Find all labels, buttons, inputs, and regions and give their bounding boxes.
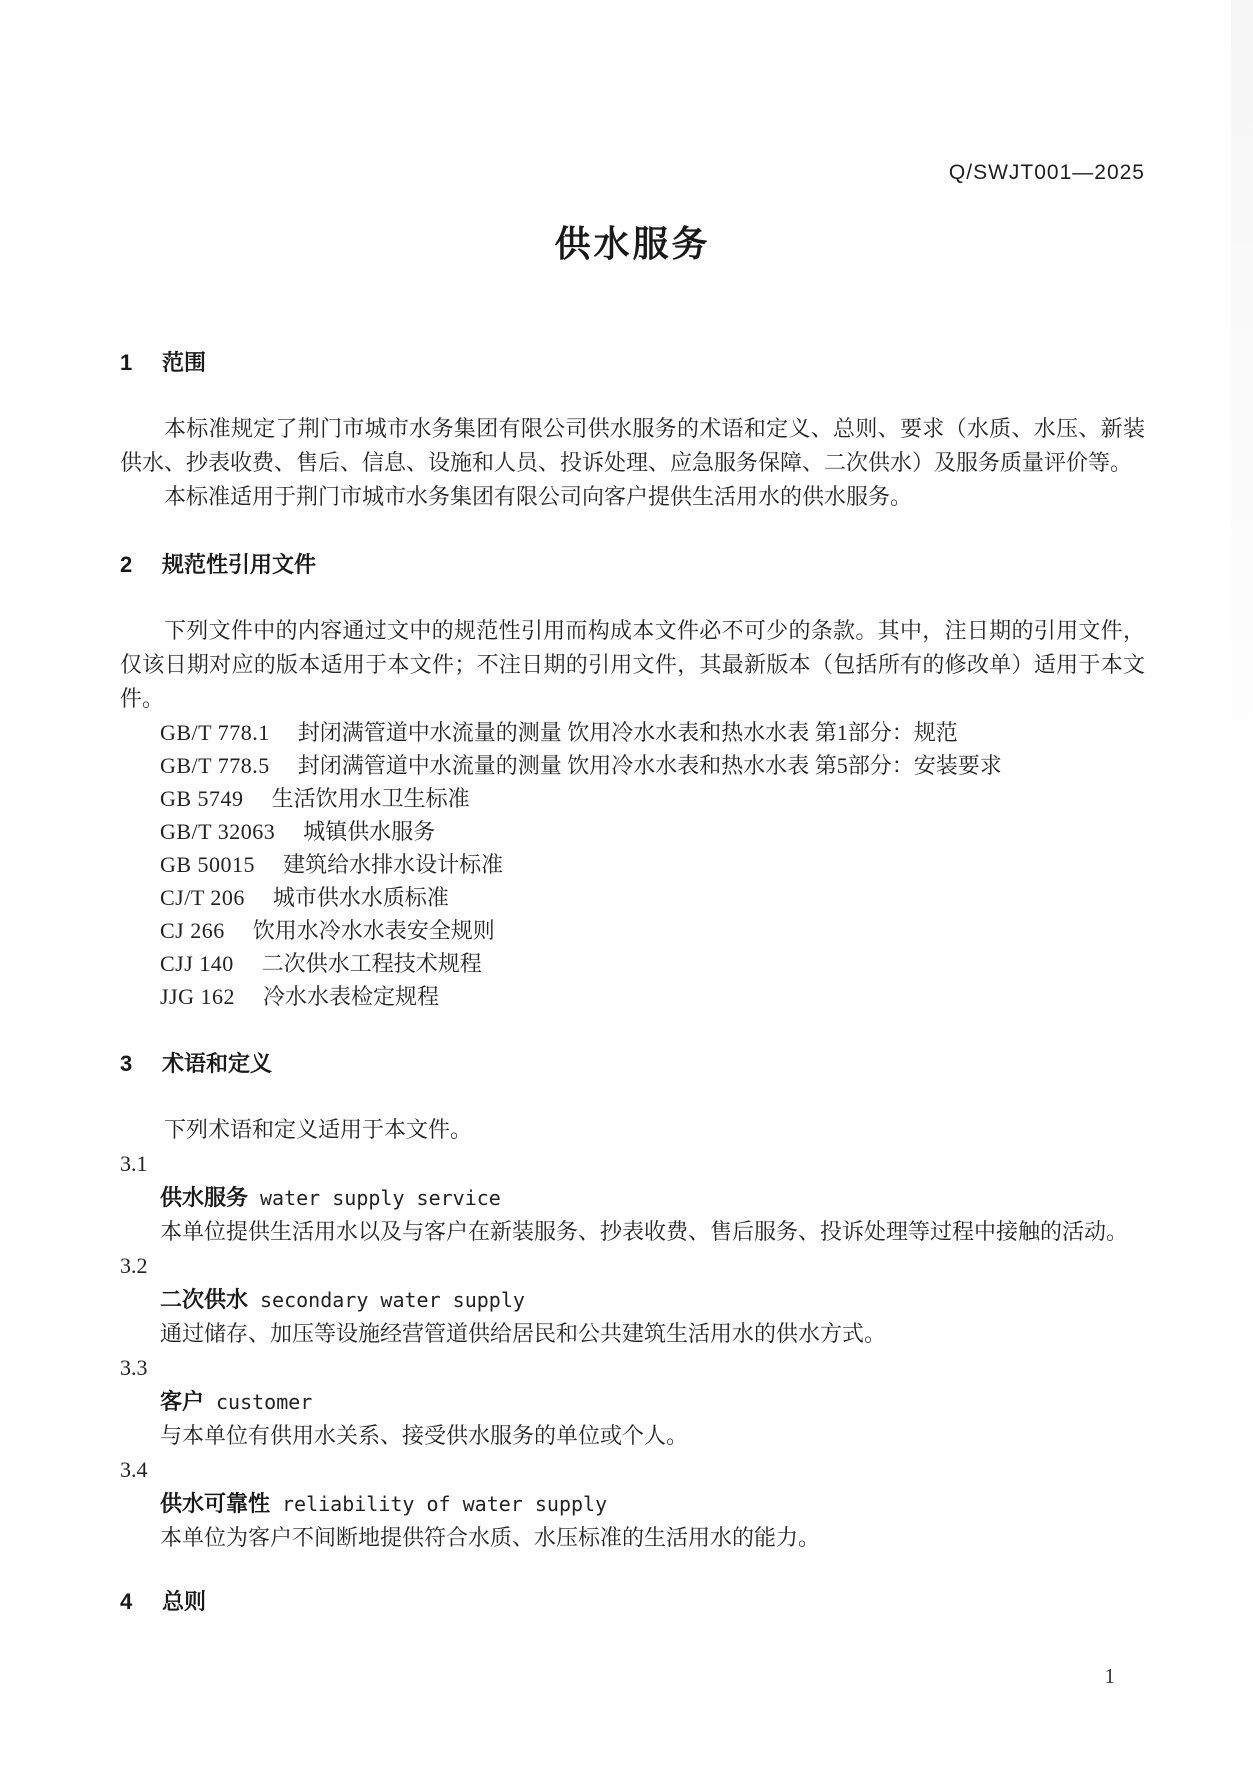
section-2-number: 2 xyxy=(120,552,133,577)
section-2-title: 规范性引用文件 xyxy=(162,552,317,577)
reference-item xyxy=(160,881,1145,914)
term-number: 3.3 xyxy=(120,1355,148,1380)
term-block xyxy=(120,1249,1145,1351)
term-title xyxy=(160,1181,1145,1215)
reference-code: JJG 162 xyxy=(160,984,236,1009)
term-title xyxy=(160,1385,1145,1419)
reference-title: 冷水水表检定规程 xyxy=(263,984,440,1009)
document-title: 供水服务 xyxy=(554,223,711,264)
reference-item xyxy=(160,815,1145,848)
section-1-heading xyxy=(120,348,1145,378)
term-number: 3.4 xyxy=(120,1457,148,1482)
terms-intro: 下列术语和定义适用于本文件。 xyxy=(164,1117,473,1142)
reference-title: 封闭满管道中水流量的测量 饮用冷水水表和热水水表 第1部分：规范 xyxy=(297,720,958,745)
section-4-title: 总则 xyxy=(162,1589,207,1614)
reference-title: 城市供水水质标准 xyxy=(272,885,449,910)
term-title xyxy=(160,1487,1145,1521)
normative-references-intro: 下列文件中的内容通过文中的规范性引用而构成本文件必不可少的条款。其中，注日期的引用文件，仅该日期对应的版本适用于本文件；不注日期的引用文件，其最新版本（包括所有的修改单）适用于本文件。 xyxy=(120,618,1145,711)
reference-title: 城镇供水服务 xyxy=(303,819,436,844)
reference-item xyxy=(160,782,1145,815)
reference-title: 二次供水工程技术规程 xyxy=(261,951,482,976)
page-number: 1 xyxy=(1104,1664,1115,1688)
term-definition: 本单位为客户不间断地提供符合水质、水压标准的生活用水的能力。 xyxy=(160,1525,821,1550)
scope-paragraph-2: 本标准适用于荆门市城市水务集团有限公司向客户提供生活用水的供水服务。 xyxy=(164,484,913,509)
reference-item xyxy=(160,848,1145,881)
term-en: reliability of water supply xyxy=(282,1492,608,1516)
reference-item xyxy=(160,947,1145,980)
term-definition: 通过储存、加压等设施经营管道供给居民和公共建筑生活用水的供水方式。 xyxy=(160,1321,887,1346)
reference-title: 封闭满管道中水流量的测量 饮用冷水水表和热水水表 第5部分：安装要求 xyxy=(297,753,1002,778)
scope-paragraph-1: 本标准规定了荆门市城市水务集团有限公司供水服务的术语和定义、总则、要求（水质、水压、新装供水、抄表收费、售后、信息、设施和人员、投诉处理、应急服务保障、二次供水）及服务质量评价等。 xyxy=(120,416,1145,475)
reference-code: CJJ 140 xyxy=(160,951,234,976)
standard-code: Q/SWJT001—2025 xyxy=(948,161,1145,184)
term-number: 3.1 xyxy=(120,1151,148,1176)
section-3-number: 3 xyxy=(120,1051,133,1076)
term-zh: 供水可靠性 xyxy=(160,1491,271,1516)
term-en: secondary water supply xyxy=(260,1288,525,1312)
term-en: water supply service xyxy=(260,1186,501,1210)
term-block xyxy=(120,1147,1145,1249)
term-number: 3.2 xyxy=(120,1253,148,1278)
term-title xyxy=(160,1283,1145,1317)
reference-item xyxy=(160,716,1145,749)
reference-code: GB 50015 xyxy=(160,852,256,877)
section-3-title: 术语和定义 xyxy=(162,1051,273,1076)
section-4-number: 4 xyxy=(120,1589,133,1614)
section-2-heading xyxy=(120,550,1145,580)
reference-code: GB/T 778.1 xyxy=(160,720,270,745)
reference-item xyxy=(160,749,1145,782)
term-zh: 供水服务 xyxy=(160,1185,249,1210)
term-zh: 客户 xyxy=(160,1389,205,1414)
reference-item xyxy=(160,980,1145,1013)
reference-code: GB 5749 xyxy=(160,786,244,811)
term-zh: 二次供水 xyxy=(160,1287,249,1312)
reference-code: GB/T 32063 xyxy=(160,819,276,844)
reference-title: 生活饮用水卫生标准 xyxy=(271,786,470,811)
section-4-heading xyxy=(120,1587,1145,1617)
term-en: customer xyxy=(216,1390,313,1414)
reference-item xyxy=(160,914,1145,947)
reference-title: 饮用水冷水水表安全规则 xyxy=(252,918,495,943)
section-1-title: 范围 xyxy=(162,350,207,375)
reference-code: CJ/T 206 xyxy=(160,885,245,910)
section-3-heading xyxy=(120,1049,1145,1079)
reference-title: 建筑给水排水设计标准 xyxy=(283,852,504,877)
reference-code: GB/T 778.5 xyxy=(160,753,270,778)
term-block xyxy=(120,1351,1145,1453)
section-1-number: 1 xyxy=(120,350,133,375)
normative-references-list xyxy=(120,716,1145,1013)
term-definition: 与本单位有供用水关系、接受供水服务的单位或个人。 xyxy=(160,1423,689,1448)
scan-edge-shading xyxy=(1231,0,1253,880)
term-definition: 本单位提供生活用水以及与客户在新装服务、抄表收费、售后服务、投诉处理等过程中接触的活动。 xyxy=(160,1219,1129,1244)
term-block xyxy=(120,1453,1145,1555)
reference-code: CJ 266 xyxy=(160,918,225,943)
